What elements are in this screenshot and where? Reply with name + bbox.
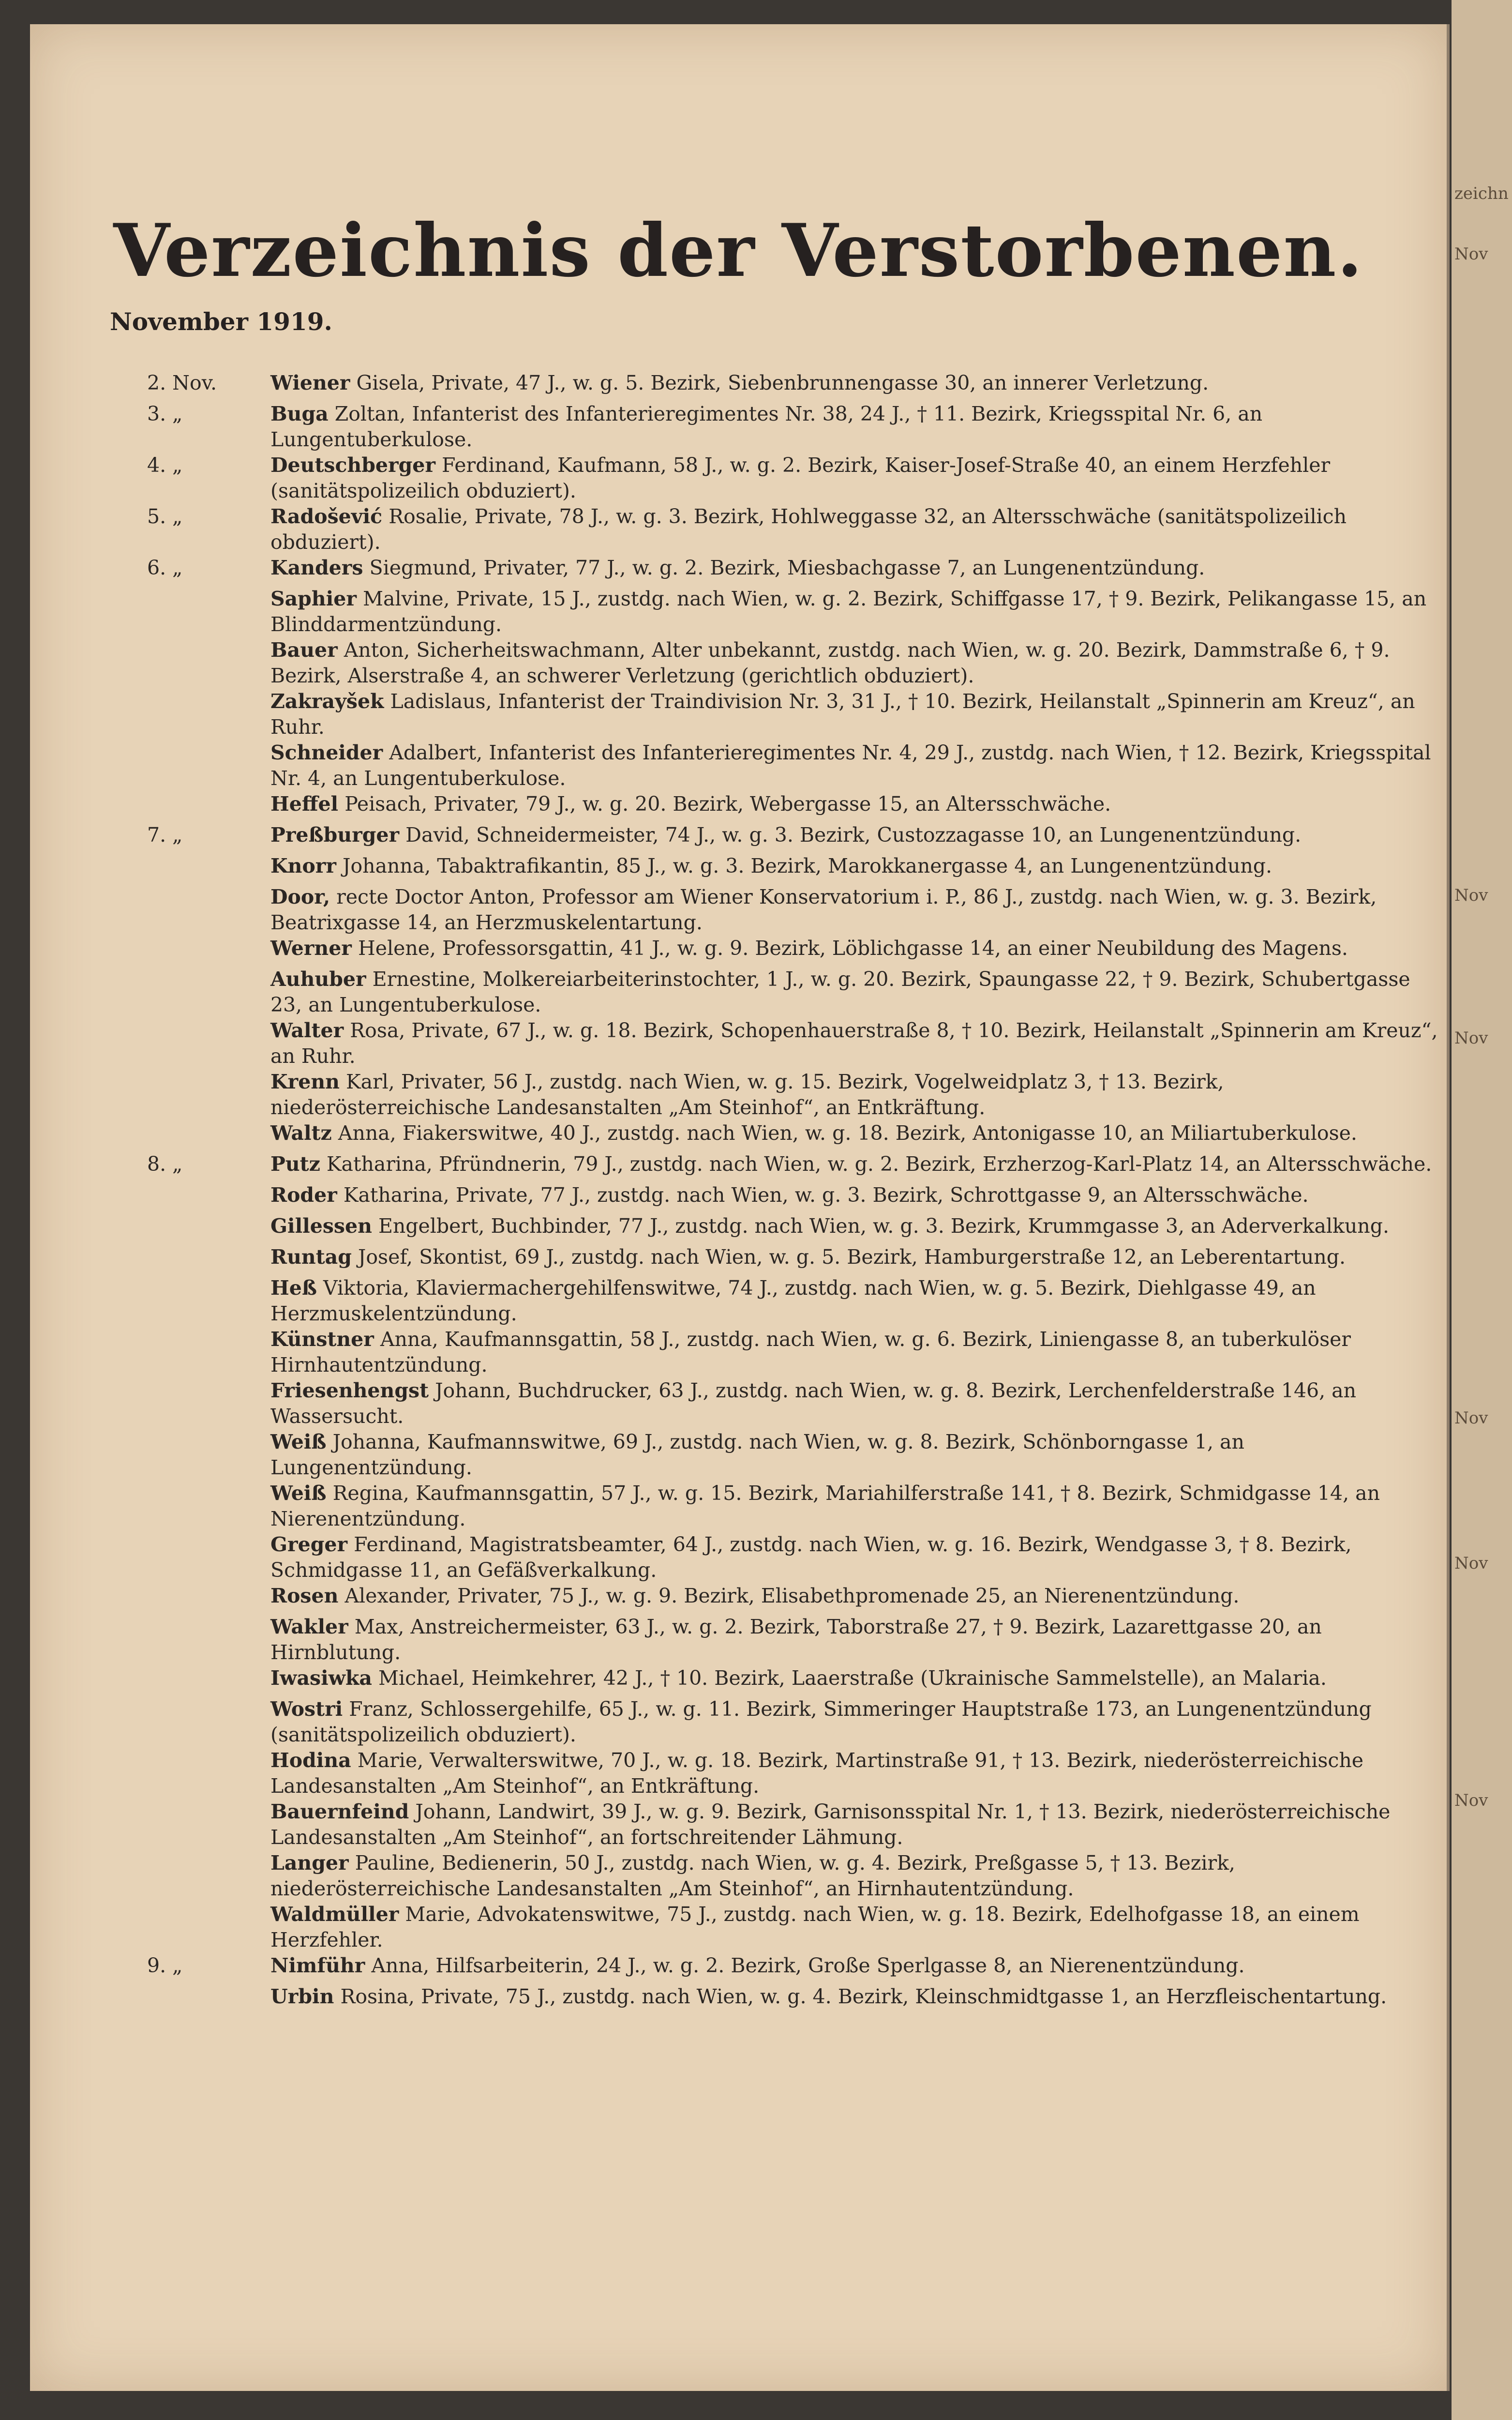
entry-details: Engelbert, Buchbinder, 77 J., zustdg. nach Wien, w. g. 3. Bezirk, Krummgasse 3, an Aderverkalkung. (378, 1214, 1389, 1238)
entry-text (270, 1378, 1444, 1429)
register-entry (60, 689, 1444, 740)
entry-text (270, 1665, 1444, 1691)
entry-details: Johanna, Kaufmannswitwe, 69 J., zustdg. nach Wien, w. g. 8. Bezirk, Schönborngasse 1, an Lungenentzündung. (270, 1430, 1244, 1479)
entry-surname: Nimführ (270, 1954, 365, 1977)
entry-details: Johanna, Tabaktrafikantin, 85 J., w. g. 3. Bezirk, Marokkanergasse 4, an Lungenentzündung. (343, 854, 1272, 877)
entry-surname: Walter (270, 1019, 344, 1042)
register-entry (60, 1275, 1444, 1327)
entry-surname: Langer (270, 1851, 349, 1875)
register-entry (60, 1327, 1444, 1378)
entry-surname: Gillessen (270, 1214, 372, 1238)
entry-details: Anton, Sicherheitswachmann, Alter unbekannt, zustdg. nach Wien, w. g. 20. Bezirk, Dammstraße 6, † 9. Bezirk, Alserstraße 4, an schwerer Verletzung (gerichtlich obduziert). (270, 638, 1390, 687)
entry-text (270, 637, 1444, 689)
adjacent-page-text: zeichn (1454, 184, 1509, 203)
register-entry (60, 1151, 1444, 1182)
entry-details: Johann, Landwirt, 39 J., w. g. 9. Bezirk, Garnisonsspital Nr. 1, † 13. Bezirk, niederösterreichische Landesanstalten „Am Steinhof“, an fortschreitender Lähmung. (270, 1800, 1391, 1849)
entry-surname: Saphier (270, 587, 357, 610)
entry-text (270, 555, 1444, 581)
entry-surname: Preßburger (270, 823, 400, 847)
entry-surname: Kanders (270, 556, 363, 579)
entry-text (270, 1799, 1444, 1850)
entry-details: Malvine, Private, 15 J., zustdg. nach Wien, w. g. 2. Bezirk, Schiffgasse 17, † 9. Bezirk, Pelikangasse 15, an Blinddarmentzündung. (270, 587, 1427, 636)
register-entry (60, 936, 1444, 967)
adjacent-page-text: Nov (1454, 1408, 1488, 1428)
register-entry (60, 1018, 1444, 1069)
entry-details: Viktoria, Klaviermachergehilfenswitwe, 74 J., zustdg. nach Wien, w. g. 5. Bezirk, Diehlgasse 49, an Herzmuskelentzündung. (270, 1276, 1316, 1325)
month-heading: November 1919. (110, 307, 332, 336)
entry-text (270, 884, 1444, 936)
entry-text (270, 586, 1444, 637)
entry-text (270, 1614, 1444, 1665)
entry-text (270, 1696, 1444, 1748)
entry-details: Anna, Kaufmannsgattin, 58 J., zustdg. nach Wien, w. g. 6. Bezirk, Liniengasse 8, an tuberkulöser Hirnhautentzündung. (270, 1328, 1351, 1376)
entry-date: 9. „ (147, 1954, 183, 1977)
register-entry (60, 1532, 1444, 1583)
entry-date: 7. „ (147, 823, 183, 847)
adjacent-page-text: Nov (1454, 886, 1488, 905)
entry-surname: Door, (270, 885, 330, 908)
register-entry (60, 1481, 1444, 1532)
register-entry (60, 1583, 1444, 1614)
register-entry (60, 1850, 1444, 1902)
entry-date: 4. „ (147, 454, 183, 477)
entry-details: Anna, Hilfsarbeiterin, 24 J., w. g. 2. Bezirk, Große Sperlgasse 8, an Nierenentzündung. (371, 1954, 1245, 1977)
register-entry (60, 586, 1444, 637)
entry-text (270, 936, 1444, 961)
adjacent-page-text: Nov (1454, 1028, 1488, 1048)
entry-surname: Putz (270, 1152, 320, 1176)
register-entry (60, 884, 1444, 936)
register-entry (60, 740, 1444, 791)
register-entry (60, 791, 1444, 822)
entry-surname: Radošević (270, 505, 383, 528)
register-entry (60, 1244, 1444, 1275)
entry-surname: Hodina (270, 1749, 351, 1772)
register-entry (60, 555, 1444, 586)
entry-details: Adalbert, Infanterist des Infanterieregimentes Nr. 4, 29 J., zustdg. nach Wien, † 12. Bezirk, Kriegsspital Nr. 4, an Lungentuberkulose. (270, 741, 1431, 790)
register-entry (60, 1429, 1444, 1481)
register-entry (60, 1120, 1444, 1151)
entry-text (270, 1429, 1444, 1481)
entry-details: Karl, Privater, 56 J., zustdg. nach Wien, w. g. 15. Bezirk, Vogelweidplatz 3, † 13. Bezirk, niederösterreichische Landesanstalten „Am Steinhof“, an Entkräftung. (270, 1070, 1224, 1119)
register-entry (60, 1799, 1444, 1850)
entry-text (270, 453, 1444, 504)
entry-details: Katharina, Pfründnerin, 79 J., zustdg. nach Wien, w. g. 2. Bezirk, Erzherzog-Karl-Platz 14, an Altersschwäche. (326, 1152, 1432, 1176)
entry-details: Johann, Buchdrucker, 63 J., zustdg. nach Wien, w. g. 8. Bezirk, Lerchenfelderstraße 146, an Wassersucht. (270, 1379, 1357, 1428)
entry-text (270, 504, 1444, 555)
entry-surname: Iwasiwka (270, 1666, 372, 1690)
register-entry (60, 1902, 1444, 1953)
register-entry (60, 1378, 1444, 1429)
entry-surname: Urbin (270, 1985, 334, 2008)
register-entry (60, 1614, 1444, 1665)
entry-text (270, 1984, 1444, 2010)
register-entry (60, 853, 1444, 884)
entry-details: David, Schneidermeister, 74 J., w. g. 3. Bezirk, Custozzagasse 10, an Lungenentzündung. (405, 823, 1302, 847)
entry-text (270, 791, 1444, 817)
entry-text (270, 370, 1444, 396)
entry-text (270, 1850, 1444, 1902)
entry-surname: Schneider (270, 741, 383, 764)
entry-date: 2. Nov. (147, 371, 217, 394)
entry-text (270, 1953, 1444, 1979)
entry-date: 8. „ (147, 1152, 183, 1176)
entry-details: Rosalie, Private, 78 J., w. g. 3. Bezirk, Hohlweggasse 32, an Altersschwäche (sanitätspolizeilich obduziert). (270, 505, 1347, 554)
entry-text (270, 1583, 1444, 1609)
entry-date: 6. „ (147, 556, 183, 579)
register-entry (60, 1069, 1444, 1120)
entry-surname: Zakrayšek (270, 690, 384, 713)
entry-text (270, 853, 1444, 879)
entry-surname: Rosen (270, 1584, 339, 1607)
entry-details: Anna, Fiakerswitwe, 40 J., zustdg. nach Wien, w. g. 18. Bezirk, Antonigasse 10, an Miliartuberkulose. (338, 1121, 1357, 1145)
entry-details: Marie, Verwalterswitwe, 70 J., w. g. 18. Bezirk, Martinstraße 91, † 13. Bezirk, niederösterreichische Landesanstalten „Am Steinhof“, an Entkräftung. (270, 1749, 1364, 1798)
entry-details: Pauline, Bedienerin, 50 J., zustdg. nach Wien, w. g. 4. Bezirk, Preßgasse 5, † 13. Bezirk, niederösterreichische Landesanstalten „Am Steinhof“, an Hirnhautentzündung. (270, 1851, 1235, 1900)
register-entry (60, 1984, 1444, 2015)
entry-details: Marie, Advokatenswitwe, 75 J., zustdg. nach Wien, w. g. 18. Bezirk, Edelhofgasse 18, an einem Herzfehler. (270, 1903, 1360, 1951)
entry-surname: Werner (270, 937, 352, 960)
adjacent-page-edge (1452, 0, 1512, 2420)
register-entry (60, 1182, 1444, 1213)
register-entry (60, 637, 1444, 689)
entry-surname: Greger (270, 1533, 348, 1556)
entry-surname: Heffel (270, 792, 339, 816)
register-entry (60, 370, 1444, 401)
register-entry (60, 822, 1444, 853)
entry-details: Regina, Kaufmannsgattin, 57 J., w. g. 15. Bezirk, Mariahilferstraße 141, † 8. Bezirk, Schmidgasse 14, an Nierenentzündung. (270, 1482, 1380, 1530)
entry-surname: Buga (270, 402, 329, 425)
entry-surname: Krenn (270, 1070, 340, 1093)
document-page (30, 24, 1450, 2391)
entry-text (270, 1069, 1444, 1120)
entry-details: Ernestine, Molkereiarbeiterinstochter, 1 J., w. g. 20. Bezirk, Spaungasse 22, † 9. Bezirk, Schubertgasse 23, an Lungentuberkulose. (270, 968, 1410, 1016)
entry-text (270, 1481, 1444, 1532)
entry-text (270, 1748, 1444, 1799)
entry-text (270, 1151, 1444, 1177)
entry-surname: Künstner (270, 1328, 374, 1351)
register-entry (60, 1665, 1444, 1696)
entry-surname: Auhuber (270, 968, 366, 991)
entry-surname: Bauer (270, 638, 338, 662)
entry-text (270, 740, 1444, 791)
entry-details: Ladislaus, Infanterist der Traindivision Nr. 3, 31 J., † 10. Bezirk, Heilanstalt „Spinnerin am Kreuz“, an Ruhr. (270, 690, 1415, 739)
entry-surname: Waltz (270, 1121, 332, 1145)
register-entry (60, 453, 1444, 504)
entry-surname: Weiß (270, 1430, 327, 1453)
entry-details: Gisela, Private, 47 J., w. g. 5. Bezirk, Siebenbrunnengasse 30, an innerer Verletzung. (356, 371, 1209, 394)
adjacent-page-text: Nov (1454, 1791, 1488, 1810)
entry-surname: Deutschberger (270, 454, 435, 477)
entry-details: Josef, Skontist, 69 J., zustdg. nach Wien, w. g. 5. Bezirk, Hamburgerstraße 12, an Leberentartung. (358, 1245, 1346, 1269)
entry-text (270, 1213, 1444, 1239)
entry-date: 5. „ (147, 505, 183, 528)
entry-details: Peisach, Privater, 79 J., w. g. 20. Bezirk, Webergasse 15, an Altersschwäche. (344, 792, 1111, 816)
entry-details: Ferdinand, Kaufmann, 58 J., w. g. 2. Bezirk, Kaiser-Josef-Straße 40, an einem Herzfehler (sanitätspolizeilich obduziert). (270, 454, 1331, 502)
entry-surname: Roder (270, 1183, 337, 1207)
entry-details: Michael, Heimkehrer, 42 J., † 10. Bezirk, Laaerstraße (Ukrainische Sammelstelle), an Malaria. (378, 1666, 1327, 1690)
register-entry (60, 1953, 1444, 1984)
entry-details: Helene, Professorsgattin, 41 J., w. g. 9. Bezirk, Löblichgasse 14, an einer Neubildung des Magens. (358, 937, 1348, 960)
entry-details: Rosina, Private, 75 J., zustdg. nach Wien, w. g. 4. Bezirk, Kleinschmidtgasse 1, an Herzfleischentartung. (340, 1985, 1387, 2008)
entry-surname: Heß (270, 1276, 317, 1300)
entry-details: Alexander, Privater, 75 J., w. g. 9. Bezirk, Elisabethpromenade 25, an Nierenentzündung. (344, 1584, 1240, 1607)
adjacent-page-text: Nov (1454, 244, 1488, 264)
entry-surname: Friesenhengst (270, 1379, 429, 1402)
register-entry (60, 504, 1444, 555)
register-entry (60, 401, 1444, 453)
entry-surname: Waldmüller (270, 1903, 399, 1926)
entry-details: Siegmund, Privater, 77 J., w. g. 2. Bezirk, Miesbachgasse 7, an Lungenentzündung. (369, 556, 1205, 579)
register-entry (60, 1213, 1444, 1244)
entry-details: Zoltan, Infanterist des Infanterieregimentes Nr. 38, 24 J., † 11. Bezirk, Kriegsspital Nr. 6, an Lungentuberkulose. (270, 402, 1263, 451)
entry-surname: Bauernfeind (270, 1800, 409, 1823)
entry-text (270, 822, 1444, 848)
entry-surname: Wiener (270, 371, 350, 394)
entry-text (270, 1018, 1444, 1069)
entry-surname: Wakler (270, 1615, 348, 1638)
entry-surname: Knorr (270, 854, 336, 877)
entry-text (270, 1182, 1444, 1208)
entry-details: Katharina, Private, 77 J., zustdg. nach Wien, w. g. 3. Bezirk, Schrottgasse 9, an Altersschwäche. (343, 1183, 1309, 1207)
register-entry (60, 1696, 1444, 1748)
adjacent-page-text: Nov (1454, 1554, 1488, 1573)
page-title: Verzeichnis der Verstorbenen. (113, 208, 1363, 293)
entry-details: Rosa, Private, 67 J., w. g. 18. Bezirk, Schopenhauerstraße 8, † 10. Bezirk, Heilanstalt „Spinnerin am Kreuz“, an Ruhr. (270, 1019, 1438, 1068)
entry-text (270, 1120, 1444, 1146)
register-entry (60, 1748, 1444, 1799)
entry-text (270, 689, 1444, 740)
entry-text (270, 401, 1444, 453)
entry-surname: Runtag (270, 1245, 352, 1269)
entry-text (270, 1244, 1444, 1270)
register-entry (60, 967, 1444, 1018)
entry-details: Ferdinand, Magistratsbeamter, 64 J., zustdg. nach Wien, w. g. 16. Bezirk, Wendgasse 3, † 8. Bezirk, Schmidgasse 11, an Gefäßverkalkung. (270, 1533, 1352, 1582)
entry-date: 3. „ (147, 402, 183, 425)
entry-surname: Wostri (270, 1697, 343, 1721)
entry-text (270, 1532, 1444, 1583)
death-register-list (60, 370, 1444, 2015)
entry-surname: Weiß (270, 1482, 327, 1505)
entry-details: Franz, Schlossergehilfe, 65 J., w. g. 11. Bezirk, Simmeringer Hauptstraße 173, an Lungenentzündung (sanitätspolizeilich obduziert). (270, 1697, 1372, 1746)
entry-text (270, 1902, 1444, 1953)
entry-details: Max, Anstreichermeister, 63 J., w. g. 2. Bezirk, Taborstraße 27, † 9. Bezirk, Lazarettgasse 20, an Hirnblutung. (270, 1615, 1322, 1664)
entry-details: recte Doctor Anton, Professor am Wiener Konservatorium i. P., 86 J., zustdg. nach Wien, w. g. 3. Bezirk, Beatrixgasse 14, an Herzmuskelentartung. (270, 885, 1377, 934)
entry-text (270, 1275, 1444, 1327)
entry-text (270, 967, 1444, 1018)
entry-text (270, 1327, 1444, 1378)
